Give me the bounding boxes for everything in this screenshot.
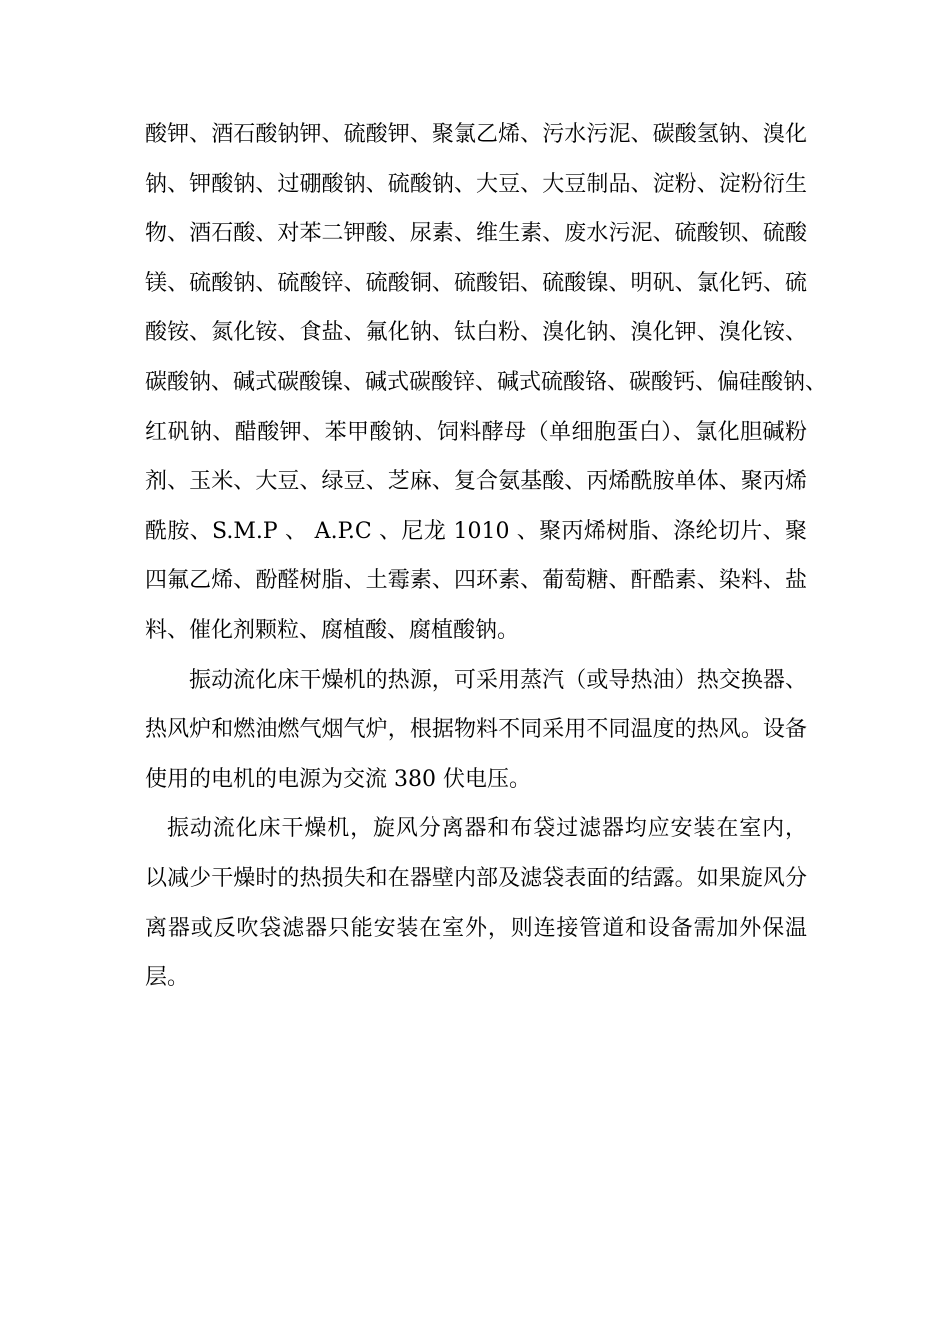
text-line: 振动流化床干燥机的热源，可采用蒸汽（或导热油）热交换器、: [189, 667, 807, 693]
paragraph-installation: [145, 804, 807, 1002]
text-line: 酸钾、酒石酸钠钾、硫酸钾、聚氯乙烯、污水污泥、碳酸氢钠、溴化: [145, 122, 807, 147]
text-line: 酰胺、S.M.P 、 A.P.C 、尼龙 1010 、聚丙烯树脂、涤纶切片、聚: [145, 518, 807, 544]
text-line: 四氟乙烯、酚醛树脂、土霉素、四环素、葡萄糖、酐酷素、染料、盐: [145, 568, 807, 594]
text-line: 振动流化床干燥机，旋风分离器和布袋过滤器均应安装在室内，: [167, 816, 807, 842]
text-line: 热风炉和燃油燃气烟气炉，根据物料不同采用不同温度的热风。设备: [145, 717, 807, 743]
text-line: 使用的电机的电源为交流 380 伏电压。: [145, 766, 531, 792]
text-line: 酸铵、氮化铵、食盐、氟化钠、钛白粉、溴化钠、溴化钾、溴化铵、: [145, 320, 807, 346]
document-body: [145, 110, 828, 1003]
text-line: 碳酸钠、碱式碳酸镍、碱式碳酸锌、碱式硫酸铬、碳酸钙、偏硅酸钠、: [145, 369, 828, 395]
text-line: 层。: [145, 965, 190, 991]
text-line: 钠、钾酸钠、过硼酸钠、硫酸钠、大豆、大豆制品、淀粉、淀粉衍生: [145, 171, 807, 197]
text-line: 剂、玉米、大豆、绿豆、芝麻、复合氨基酸、丙烯酰胺单体、聚丙烯: [145, 469, 807, 495]
text-line: 离器或反吹袋滤器只能安装在室外，则连接管道和设备需加外保温: [145, 915, 807, 941]
text-line: 红矾钠、醋酸钾、苯甲酸钠、饲料酵母（单细胞蛋白）、氯化胆碱粉: [145, 419, 807, 445]
text-line: 物、酒石酸、对苯二钾酸、尿素、维生素、废水污泥、硫酸钡、硫酸: [145, 221, 807, 247]
text-line: 以减少干燥时的热损失和在器壁内部及滤袋表面的结露。如果旋风分: [145, 865, 807, 891]
paragraph-heat-source: [145, 656, 807, 805]
paragraph-materials-list: [145, 110, 828, 656]
text-line: 镁、硫酸钠、硫酸锌、硫酸铜、硫酸铝、硫酸镍、明矾、氯化钙、硫: [145, 270, 807, 296]
text-line: 料、催化剂颗粒、腐植酸、腐植酸钠。: [145, 617, 520, 643]
